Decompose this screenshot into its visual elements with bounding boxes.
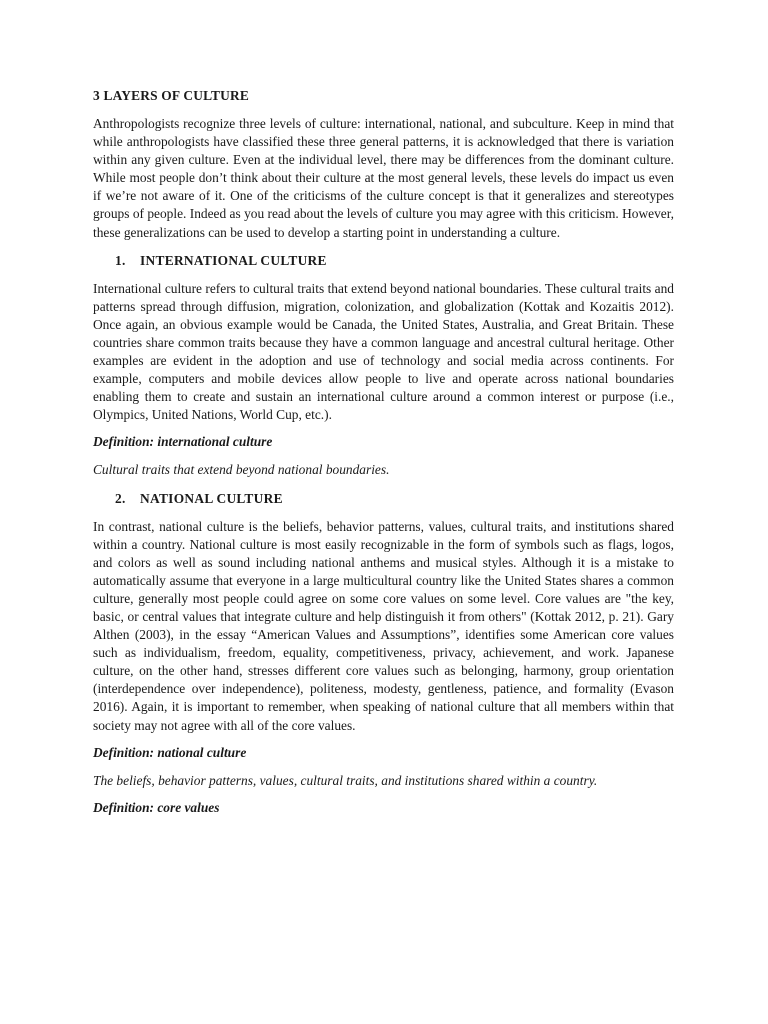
section-heading-international	[115, 251, 674, 271]
section-title: NATIONAL CULTURE	[140, 490, 283, 506]
intro-paragraph: Anthropologists recognize three levels of culture: international, national, and subculture. Keep in mind that while anthropologists have classified these three general patterns, it is acknowledged that there is variation within any given culture. Even at the individual level, there may be differences from the dominant culture. While most people don’t think about their culture at the most general levels, these levels do impact us even if we’re not aware of it. One of the criticisms of the culture concept is that it generalizes and stereotypes groups of people. Indeed as you read about the levels of culture you may agree with this criticism. However, these generalizations can be used to develop a starting point in understanding a culture.	[93, 116, 674, 240]
definition-text-international: Cultural traits that extend beyond national boundaries.	[93, 462, 390, 478]
international-culture-paragraph: International culture refers to cultural traits that extend beyond national boundaries. These cultural traits and patterns spread through diffusion, migration, colonization, and globalization (Kottak and Kozaitis 2012). Once again, an obvious example would be Canada, the United States, Australia, and Great Britain. These countries share common traits because they have a common language and ancestral cultural heritage. Other examples are evident in the adoption and use of technology and social media across continents. For example, computers and mobile devices allow people to live and operate across national boundaries enabling them to create and sustain an international culture around a common interest or purpose (i.e., Olympics, United Nations, World Cup, etc.).	[93, 280, 674, 423]
definition-text-national: The beliefs, behavior patterns, values, cultural traits, and institutions shared within a country.	[93, 772, 598, 788]
section-heading-national	[115, 489, 674, 509]
section-number: 2.	[115, 490, 126, 506]
section-number: 1.	[115, 252, 126, 268]
national-culture-paragraph: In contrast, national culture is the beliefs, behavior patterns, values, cultural traits, and institutions shared within a country. National culture is most easily recognizable in the form of symbols such as flags, logos, and colors as well as sound including national anthems and musical styles. Although it is a mistake to automatically assume that everyone in a large multicultural country like the United States shares a common culture, generally most people could agree on some core values on some level. Core values are "the key, basic, or central values that integrate culture and help distinguish it from others" (Kottak 2012, p. 21). Gary Althen (2003), in the essay “American Values and Assumptions”, identifies some American core values such as individualism, freedom, equality, competitiveness, privacy, achievement, and work. Japanese culture, on the other hand, stresses different core values such as belonging, harmony, group orientation (interdependence over independence), politeness, modesty, gentleness, patience, and formality (Evason 2016). Again, it is important to remember, when speaking of national culture that all members within that society may not agree with all of the core values.	[93, 518, 674, 733]
section-title: INTERNATIONAL CULTURE	[140, 252, 327, 268]
document-title: 3 LAYERS OF CULTURE	[93, 88, 249, 103]
document-page	[93, 86, 674, 827]
definition-label-international: Definition: international culture	[93, 434, 273, 450]
definition-label-core-values: Definition: core values	[93, 799, 220, 815]
definition-label-national: Definition: national culture	[93, 744, 247, 760]
